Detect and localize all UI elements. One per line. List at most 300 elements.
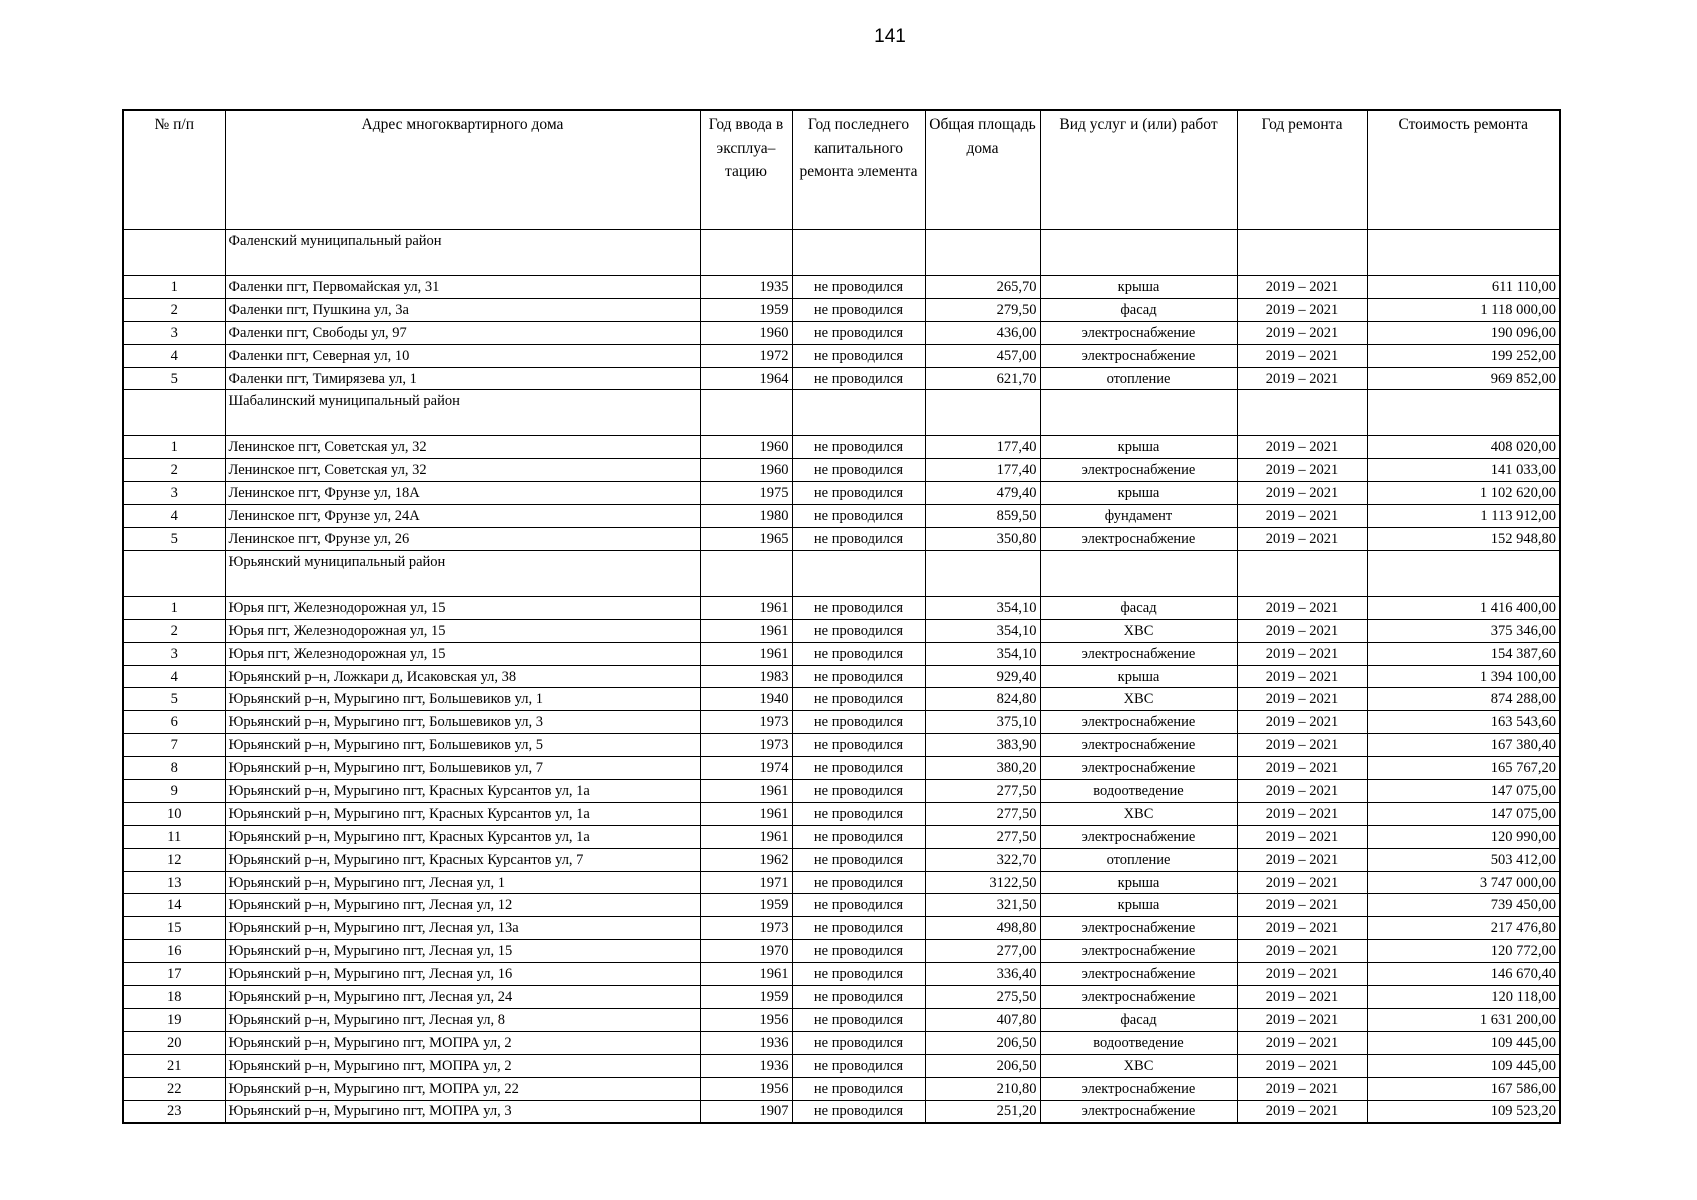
- cell-repair-year: 2019 – 2021: [1237, 367, 1367, 390]
- cell-address: Ленинское пгт, Фрунзе ул, 26: [225, 528, 700, 551]
- cell-commission-year: 1961: [700, 825, 792, 848]
- cell-commission-year: 1960: [700, 436, 792, 459]
- cell-repair-year: 2019 – 2021: [1237, 642, 1367, 665]
- table-body: [123, 230, 1560, 1124]
- cell-commission-year: 1961: [700, 780, 792, 803]
- empty-cell: [1367, 550, 1560, 596]
- cell-number: 14: [123, 894, 225, 917]
- cell-number: 21: [123, 1054, 225, 1077]
- cell-repair-cost: 146 670,40: [1367, 963, 1560, 986]
- cell-total-area: 407,80: [925, 1008, 1040, 1031]
- cell-last-repair-year: не проводился: [792, 917, 925, 940]
- cell-commission-year: 1956: [700, 1008, 792, 1031]
- cell-address: Юрьянский р–н, Мурыгино пгт, Красных Курсантов ул, 1а: [225, 780, 700, 803]
- cell-last-repair-year: не проводился: [792, 642, 925, 665]
- cell-total-area: 375,10: [925, 711, 1040, 734]
- empty-cell: [1040, 390, 1237, 436]
- cell-number: 19: [123, 1008, 225, 1031]
- cell-address: Юрьянский р–н, Мурыгино пгт, МОПРА ул, 2: [225, 1054, 700, 1077]
- header-commission-year: Год ввода в эксплуа–тацию: [700, 110, 792, 230]
- cell-number: 2: [123, 619, 225, 642]
- cell-total-area: 265,70: [925, 276, 1040, 299]
- cell-work-type: электроснабжение: [1040, 459, 1237, 482]
- cell-work-type: крыша: [1040, 894, 1237, 917]
- cell-number: 5: [123, 367, 225, 390]
- empty-cell: [792, 390, 925, 436]
- table-row: [123, 986, 1560, 1009]
- cell-number: 7: [123, 734, 225, 757]
- cell-repair-cost: 375 346,00: [1367, 619, 1560, 642]
- district-row: [123, 230, 1560, 276]
- cell-repair-year: 2019 – 2021: [1237, 894, 1367, 917]
- cell-address: Юрьянский р–н, Мурыгино пгт, Лесная ул, 24: [225, 986, 700, 1009]
- header-work-type: Вид услуг и (или) работ: [1040, 110, 1237, 230]
- cell-commission-year: 1962: [700, 848, 792, 871]
- cell-number: 5: [123, 528, 225, 551]
- cell-repair-cost: 165 767,20: [1367, 757, 1560, 780]
- cell-repair-cost: 739 450,00: [1367, 894, 1560, 917]
- table-row: [123, 871, 1560, 894]
- cell-number: 4: [123, 665, 225, 688]
- table-row: [123, 963, 1560, 986]
- cell-last-repair-year: не проводился: [792, 894, 925, 917]
- cell-total-area: 277,50: [925, 780, 1040, 803]
- table-row: [123, 344, 1560, 367]
- cell-work-type: ХВС: [1040, 688, 1237, 711]
- cell-repair-cost: 969 852,00: [1367, 367, 1560, 390]
- cell-repair-year: 2019 – 2021: [1237, 276, 1367, 299]
- cell-total-area: 350,80: [925, 528, 1040, 551]
- cell-work-type: электроснабжение: [1040, 917, 1237, 940]
- table-row: [123, 757, 1560, 780]
- cell-number: 13: [123, 871, 225, 894]
- cell-address: Юрьянский р–н, Мурыгино пгт, Лесная ул, 8: [225, 1008, 700, 1031]
- table-row: [123, 459, 1560, 482]
- empty-cell: [1367, 230, 1560, 276]
- cell-repair-cost: 109 445,00: [1367, 1031, 1560, 1054]
- cell-total-area: 322,70: [925, 848, 1040, 871]
- cell-total-area: 277,00: [925, 940, 1040, 963]
- cell-address: Юрьянский р–н, Ложкари д, Исаковская ул, 38: [225, 665, 700, 688]
- empty-cell: [792, 550, 925, 596]
- empty-cell: [123, 230, 225, 276]
- cell-total-area: 859,50: [925, 505, 1040, 528]
- cell-number: 5: [123, 688, 225, 711]
- cell-repair-cost: 199 252,00: [1367, 344, 1560, 367]
- cell-commission-year: 1961: [700, 802, 792, 825]
- cell-work-type: электроснабжение: [1040, 321, 1237, 344]
- cell-total-area: 321,50: [925, 894, 1040, 917]
- cell-number: 4: [123, 344, 225, 367]
- table-row: [123, 1031, 1560, 1054]
- cell-last-repair-year: не проводился: [792, 688, 925, 711]
- cell-repair-year: 2019 – 2021: [1237, 963, 1367, 986]
- cell-repair-year: 2019 – 2021: [1237, 344, 1367, 367]
- cell-address: Юрьянский р–н, Мурыгино пгт, Лесная ул, 15: [225, 940, 700, 963]
- cell-repair-cost: 1 102 620,00: [1367, 482, 1560, 505]
- cell-work-type: электроснабжение: [1040, 734, 1237, 757]
- empty-cell: [1237, 550, 1367, 596]
- cell-total-area: 498,80: [925, 917, 1040, 940]
- cell-commission-year: 1973: [700, 711, 792, 734]
- cell-total-area: 336,40: [925, 963, 1040, 986]
- empty-cell: [925, 390, 1040, 436]
- table-row: [123, 1008, 1560, 1031]
- cell-total-area: 275,50: [925, 986, 1040, 1009]
- cell-last-repair-year: не проводился: [792, 459, 925, 482]
- cell-work-type: электроснабжение: [1040, 757, 1237, 780]
- table-row: [123, 917, 1560, 940]
- cell-total-area: 436,00: [925, 321, 1040, 344]
- cell-last-repair-year: не проводился: [792, 619, 925, 642]
- empty-cell: [792, 230, 925, 276]
- cell-repair-year: 2019 – 2021: [1237, 619, 1367, 642]
- cell-repair-year: 2019 – 2021: [1237, 459, 1367, 482]
- cell-number: 18: [123, 986, 225, 1009]
- cell-repair-cost: 120 990,00: [1367, 825, 1560, 848]
- cell-repair-year: 2019 – 2021: [1237, 917, 1367, 940]
- cell-last-repair-year: не проводился: [792, 665, 925, 688]
- cell-repair-cost: 217 476,80: [1367, 917, 1560, 940]
- cell-number: 15: [123, 917, 225, 940]
- cell-work-type: крыша: [1040, 436, 1237, 459]
- table-row: [123, 665, 1560, 688]
- cell-work-type: водоотведение: [1040, 780, 1237, 803]
- cell-total-area: 177,40: [925, 436, 1040, 459]
- cell-address: Фаленки пгт, Северная ул, 10: [225, 344, 700, 367]
- cell-repair-year: 2019 – 2021: [1237, 1008, 1367, 1031]
- cell-repair-year: 2019 – 2021: [1237, 848, 1367, 871]
- cell-work-type: фундамент: [1040, 505, 1237, 528]
- cell-commission-year: 1959: [700, 986, 792, 1009]
- cell-work-type: электроснабжение: [1040, 825, 1237, 848]
- cell-repair-cost: 3 747 000,00: [1367, 871, 1560, 894]
- cell-commission-year: 1961: [700, 963, 792, 986]
- cell-address: Юрьянский р–н, Мурыгино пгт, МОПРА ул, 22: [225, 1077, 700, 1100]
- district-row: [123, 390, 1560, 436]
- cell-number: 1: [123, 276, 225, 299]
- cell-total-area: 929,40: [925, 665, 1040, 688]
- cell-repair-cost: 874 288,00: [1367, 688, 1560, 711]
- cell-commission-year: 1907: [700, 1100, 792, 1123]
- table-row: [123, 505, 1560, 528]
- cell-total-area: 279,50: [925, 298, 1040, 321]
- cell-last-repair-year: не проводился: [792, 1008, 925, 1031]
- cell-repair-cost: 120 118,00: [1367, 986, 1560, 1009]
- cell-address: Ленинское пгт, Фрунзе ул, 18А: [225, 482, 700, 505]
- cell-commission-year: 1961: [700, 619, 792, 642]
- cell-number: 17: [123, 963, 225, 986]
- cell-number: 3: [123, 321, 225, 344]
- cell-number: 4: [123, 505, 225, 528]
- cell-last-repair-year: не проводился: [792, 298, 925, 321]
- cell-repair-year: 2019 – 2021: [1237, 1054, 1367, 1077]
- cell-address: Юрьянский р–н, Мурыгино пгт, Красных Курсантов ул, 7: [225, 848, 700, 871]
- cell-repair-cost: 190 096,00: [1367, 321, 1560, 344]
- cell-number: 10: [123, 802, 225, 825]
- district-title: Юрьянский муниципальный район: [225, 550, 700, 596]
- cell-total-area: 206,50: [925, 1031, 1040, 1054]
- cell-repair-cost: 1 394 100,00: [1367, 665, 1560, 688]
- cell-commission-year: 1973: [700, 734, 792, 757]
- cell-last-repair-year: не проводился: [792, 1100, 925, 1123]
- cell-last-repair-year: не проводился: [792, 1077, 925, 1100]
- cell-repair-cost: 152 948,80: [1367, 528, 1560, 551]
- empty-cell: [925, 230, 1040, 276]
- cell-work-type: ХВС: [1040, 619, 1237, 642]
- cell-address: Фаленки пгт, Тимирязева ул, 1: [225, 367, 700, 390]
- cell-last-repair-year: не проводился: [792, 734, 925, 757]
- cell-commission-year: 1940: [700, 688, 792, 711]
- cell-repair-year: 2019 – 2021: [1237, 298, 1367, 321]
- cell-last-repair-year: не проводился: [792, 802, 925, 825]
- table-row: [123, 298, 1560, 321]
- cell-commission-year: 1980: [700, 505, 792, 528]
- cell-work-type: электроснабжение: [1040, 711, 1237, 734]
- cell-total-area: 824,80: [925, 688, 1040, 711]
- cell-repair-year: 2019 – 2021: [1237, 825, 1367, 848]
- cell-repair-cost: 147 075,00: [1367, 780, 1560, 803]
- cell-repair-year: 2019 – 2021: [1237, 688, 1367, 711]
- cell-repair-cost: 1 631 200,00: [1367, 1008, 1560, 1031]
- cell-last-repair-year: не проводился: [792, 848, 925, 871]
- cell-number: 1: [123, 436, 225, 459]
- table-row: [123, 321, 1560, 344]
- cell-total-area: 206,50: [925, 1054, 1040, 1077]
- empty-cell: [700, 390, 792, 436]
- cell-repair-year: 2019 – 2021: [1237, 596, 1367, 619]
- repair-table: [122, 109, 1561, 1124]
- cell-address: Юрья пгт, Железнодорожная ул, 15: [225, 642, 700, 665]
- table-row: [123, 848, 1560, 871]
- cell-commission-year: 1960: [700, 321, 792, 344]
- empty-cell: [1040, 230, 1237, 276]
- cell-address: Юрьянский р–н, Мурыгино пгт, Большевиков ул, 7: [225, 757, 700, 780]
- table-row: [123, 619, 1560, 642]
- cell-address: Юрьянский р–н, Мурыгино пгт, МОПРА ул, 2: [225, 1031, 700, 1054]
- district-title: Шабалинский муниципальный район: [225, 390, 700, 436]
- cell-commission-year: 1974: [700, 757, 792, 780]
- cell-repair-cost: 408 020,00: [1367, 436, 1560, 459]
- cell-commission-year: 1971: [700, 871, 792, 894]
- cell-work-type: фасад: [1040, 596, 1237, 619]
- cell-repair-year: 2019 – 2021: [1237, 871, 1367, 894]
- cell-address: Юрьянский р–н, Мурыгино пгт, Лесная ул, 1: [225, 871, 700, 894]
- district-row: [123, 550, 1560, 596]
- cell-last-repair-year: не проводился: [792, 940, 925, 963]
- empty-cell: [700, 230, 792, 276]
- cell-number: 22: [123, 1077, 225, 1100]
- cell-number: 3: [123, 482, 225, 505]
- cell-address: Юрья пгт, Железнодорожная ул, 15: [225, 596, 700, 619]
- cell-number: 16: [123, 940, 225, 963]
- table-row: [123, 1077, 1560, 1100]
- table-row: [123, 825, 1560, 848]
- cell-commission-year: 1961: [700, 596, 792, 619]
- cell-repair-cost: 1 416 400,00: [1367, 596, 1560, 619]
- cell-commission-year: 1983: [700, 665, 792, 688]
- table-row: [123, 734, 1560, 757]
- cell-repair-year: 2019 – 2021: [1237, 528, 1367, 551]
- cell-total-area: 621,70: [925, 367, 1040, 390]
- cell-number: 2: [123, 298, 225, 321]
- table-row: [123, 780, 1560, 803]
- table-row: [123, 528, 1560, 551]
- table-row: [123, 940, 1560, 963]
- cell-total-area: 457,00: [925, 344, 1040, 367]
- cell-repair-cost: 120 772,00: [1367, 940, 1560, 963]
- cell-last-repair-year: не проводился: [792, 276, 925, 299]
- cell-commission-year: 1936: [700, 1031, 792, 1054]
- cell-number: 9: [123, 780, 225, 803]
- cell-repair-year: 2019 – 2021: [1237, 986, 1367, 1009]
- cell-total-area: 251,20: [925, 1100, 1040, 1123]
- cell-last-repair-year: не проводился: [792, 825, 925, 848]
- cell-last-repair-year: не проводился: [792, 436, 925, 459]
- cell-repair-cost: 109 523,20: [1367, 1100, 1560, 1123]
- cell-work-type: ХВС: [1040, 802, 1237, 825]
- cell-address: Юрьянский р–н, Мурыгино пгт, Красных Курсантов ул, 1а: [225, 825, 700, 848]
- cell-repair-cost: 141 033,00: [1367, 459, 1560, 482]
- table-row: [123, 711, 1560, 734]
- cell-total-area: 354,10: [925, 596, 1040, 619]
- cell-address: Юрьянский р–н, Мурыгино пгт, Большевиков ул, 3: [225, 711, 700, 734]
- empty-cell: [1040, 550, 1237, 596]
- cell-last-repair-year: не проводился: [792, 871, 925, 894]
- cell-last-repair-year: не проводился: [792, 1054, 925, 1077]
- cell-work-type: крыша: [1040, 482, 1237, 505]
- cell-total-area: 354,10: [925, 642, 1040, 665]
- cell-last-repair-year: не проводился: [792, 528, 925, 551]
- cell-total-area: 3122,50: [925, 871, 1040, 894]
- cell-number: 23: [123, 1100, 225, 1123]
- cell-repair-year: 2019 – 2021: [1237, 1031, 1367, 1054]
- table-row: [123, 1100, 1560, 1123]
- table-row: [123, 482, 1560, 505]
- header-repair-year: Год ремонта: [1237, 110, 1367, 230]
- cell-repair-cost: 167 586,00: [1367, 1077, 1560, 1100]
- cell-number: 12: [123, 848, 225, 871]
- cell-address: Юрьянский р–н, Мурыгино пгт, Лесная ул, 13а: [225, 917, 700, 940]
- cell-last-repair-year: не проводился: [792, 1031, 925, 1054]
- empty-cell: [1367, 390, 1560, 436]
- cell-work-type: электроснабжение: [1040, 1077, 1237, 1100]
- cell-repair-year: 2019 – 2021: [1237, 436, 1367, 459]
- empty-cell: [1237, 230, 1367, 276]
- cell-last-repair-year: не проводился: [792, 505, 925, 528]
- header-total-area: Общая площадь дома: [925, 110, 1040, 230]
- cell-commission-year: 1956: [700, 1077, 792, 1100]
- cell-total-area: 380,20: [925, 757, 1040, 780]
- cell-address: Ленинское пгт, Советская ул, 32: [225, 436, 700, 459]
- cell-repair-cost: 167 380,40: [1367, 734, 1560, 757]
- cell-total-area: 383,90: [925, 734, 1040, 757]
- cell-work-type: электроснабжение: [1040, 1100, 1237, 1123]
- cell-repair-year: 2019 – 2021: [1237, 802, 1367, 825]
- cell-address: Ленинское пгт, Фрунзе ул, 24А: [225, 505, 700, 528]
- header-number: № п/п: [123, 110, 225, 230]
- cell-total-area: 277,50: [925, 825, 1040, 848]
- cell-work-type: электроснабжение: [1040, 963, 1237, 986]
- cell-last-repair-year: не проводился: [792, 963, 925, 986]
- cell-address: Фаленки пгт, Первомайская ул, 31: [225, 276, 700, 299]
- cell-commission-year: 1970: [700, 940, 792, 963]
- cell-repair-cost: 503 412,00: [1367, 848, 1560, 871]
- header-repair-cost: Стоимость ремонта: [1367, 110, 1560, 230]
- cell-address: Юрьянский р–н, Мурыгино пгт, Лесная ул, 12: [225, 894, 700, 917]
- cell-commission-year: 1959: [700, 894, 792, 917]
- cell-commission-year: 1959: [700, 298, 792, 321]
- cell-repair-cost: 1 118 000,00: [1367, 298, 1560, 321]
- cell-commission-year: 1936: [700, 1054, 792, 1077]
- cell-commission-year: 1965: [700, 528, 792, 551]
- cell-total-area: 354,10: [925, 619, 1040, 642]
- cell-address: Юрьянский р–н, Мурыгино пгт, Большевиков ул, 5: [225, 734, 700, 757]
- cell-commission-year: 1935: [700, 276, 792, 299]
- table-row: [123, 276, 1560, 299]
- cell-work-type: водоотведение: [1040, 1031, 1237, 1054]
- cell-work-type: крыша: [1040, 871, 1237, 894]
- cell-work-type: отопление: [1040, 367, 1237, 390]
- empty-cell: [700, 550, 792, 596]
- table-row: [123, 436, 1560, 459]
- cell-address: Юрьянский р–н, Мурыгино пгт, Лесная ул, 16: [225, 963, 700, 986]
- cell-work-type: фасад: [1040, 298, 1237, 321]
- cell-repair-cost: 1 113 912,00: [1367, 505, 1560, 528]
- cell-last-repair-year: не проводился: [792, 321, 925, 344]
- cell-commission-year: 1964: [700, 367, 792, 390]
- cell-address: Ленинское пгт, Советская ул, 32: [225, 459, 700, 482]
- cell-number: 1: [123, 596, 225, 619]
- cell-last-repair-year: не проводился: [792, 367, 925, 390]
- cell-work-type: электроснабжение: [1040, 986, 1237, 1009]
- cell-work-type: электроснабжение: [1040, 642, 1237, 665]
- table-row: [123, 642, 1560, 665]
- empty-cell: [925, 550, 1040, 596]
- cell-total-area: 177,40: [925, 459, 1040, 482]
- cell-address: Юрьянский р–н, Мурыгино пгт, Красных Курсантов ул, 1а: [225, 802, 700, 825]
- cell-repair-year: 2019 – 2021: [1237, 1077, 1367, 1100]
- cell-commission-year: 1975: [700, 482, 792, 505]
- cell-repair-year: 2019 – 2021: [1237, 711, 1367, 734]
- empty-cell: [1237, 390, 1367, 436]
- cell-repair-year: 2019 – 2021: [1237, 321, 1367, 344]
- cell-repair-year: 2019 – 2021: [1237, 505, 1367, 528]
- table-row: [123, 596, 1560, 619]
- cell-last-repair-year: не проводился: [792, 757, 925, 780]
- district-title: Фаленский муниципальный район: [225, 230, 700, 276]
- cell-last-repair-year: не проводился: [792, 344, 925, 367]
- cell-work-type: ХВС: [1040, 1054, 1237, 1077]
- cell-repair-cost: 147 075,00: [1367, 802, 1560, 825]
- cell-last-repair-year: не проводился: [792, 596, 925, 619]
- cell-total-area: 479,40: [925, 482, 1040, 505]
- table-row: [123, 802, 1560, 825]
- table-row: [123, 894, 1560, 917]
- cell-repair-cost: 109 445,00: [1367, 1054, 1560, 1077]
- cell-number: 2: [123, 459, 225, 482]
- cell-repair-year: 2019 – 2021: [1237, 757, 1367, 780]
- cell-total-area: 210,80: [925, 1077, 1040, 1100]
- cell-commission-year: 1973: [700, 917, 792, 940]
- cell-address: Фаленки пгт, Свободы ул, 97: [225, 321, 700, 344]
- cell-repair-year: 2019 – 2021: [1237, 1100, 1367, 1123]
- cell-last-repair-year: не проводился: [792, 711, 925, 734]
- cell-number: 6: [123, 711, 225, 734]
- cell-work-type: крыша: [1040, 276, 1237, 299]
- cell-repair-cost: 611 110,00: [1367, 276, 1560, 299]
- cell-repair-year: 2019 – 2021: [1237, 940, 1367, 963]
